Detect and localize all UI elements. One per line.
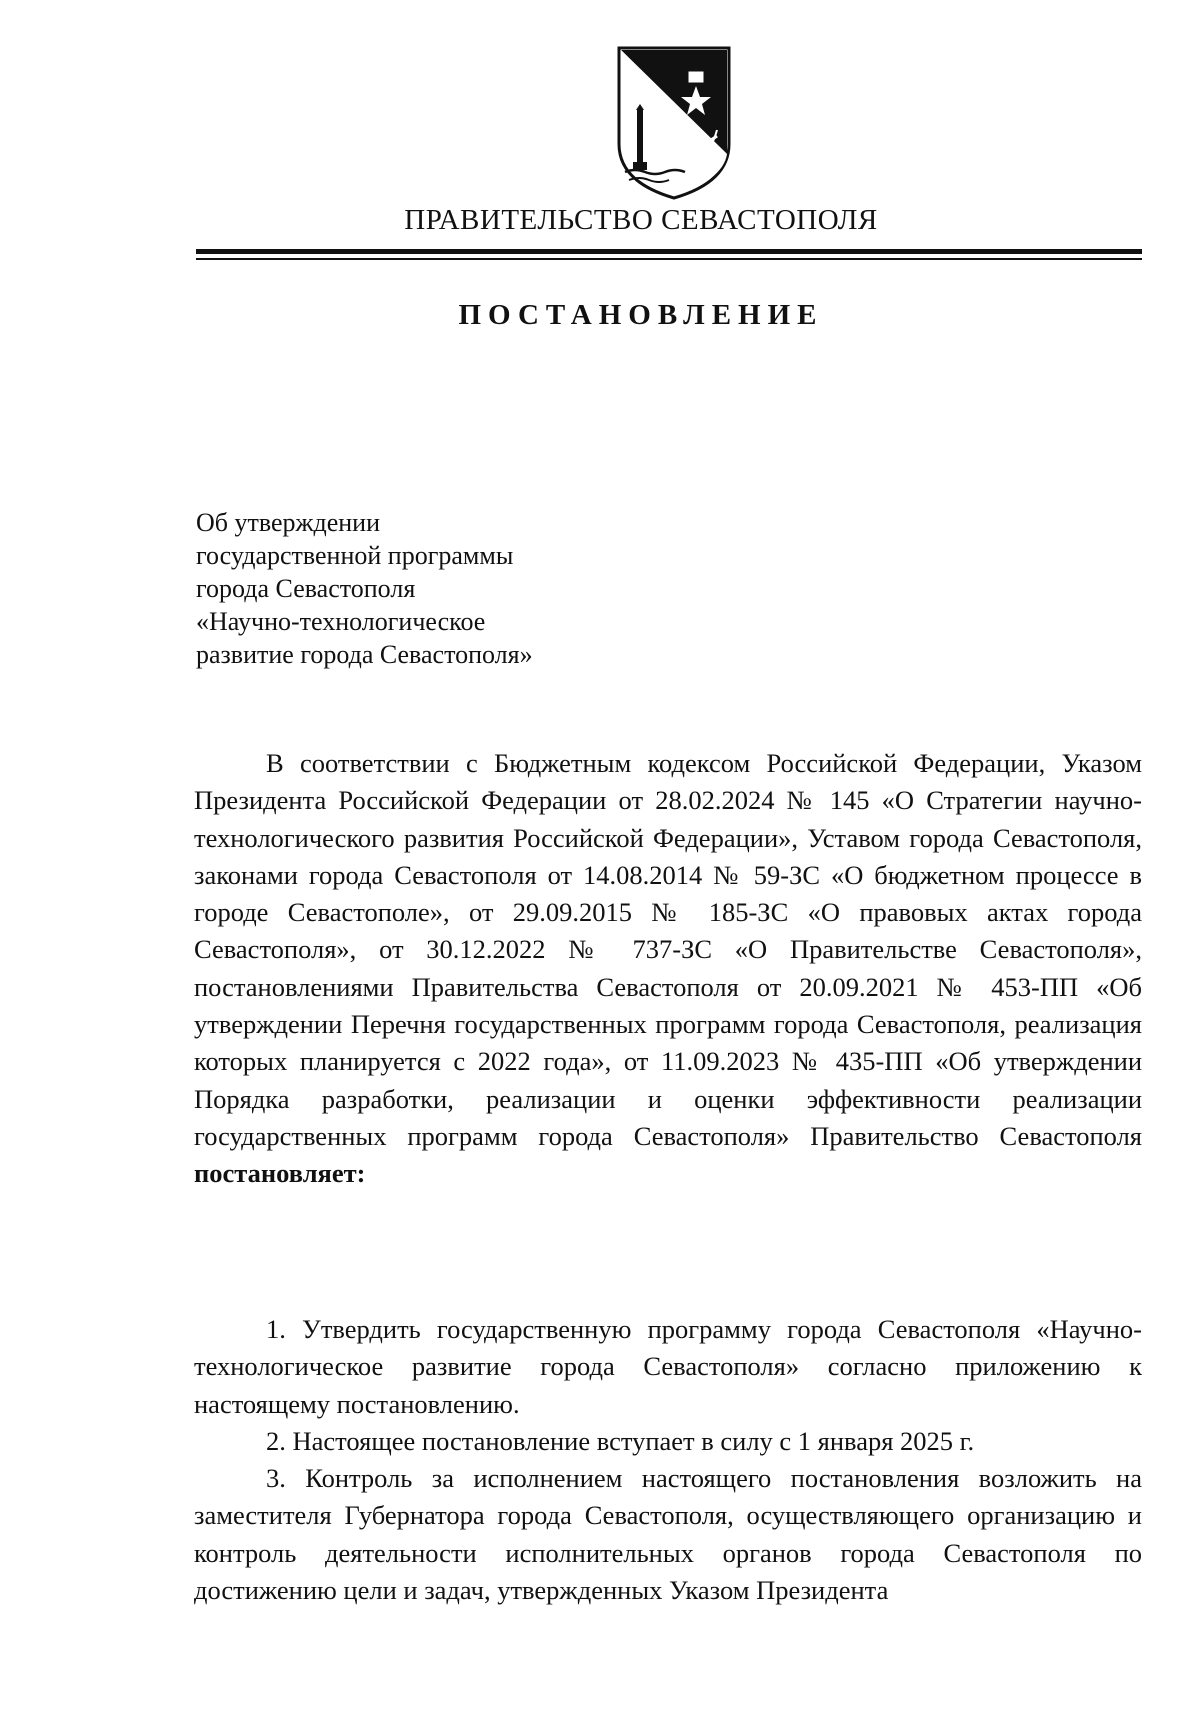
document-title [196, 506, 533, 671]
document-type: ПОСТАНОВЛЕНИЕ [458, 299, 824, 331]
header-rule-thick [196, 249, 1142, 254]
header-rule-thin [196, 258, 1142, 260]
sevastopol-coat-of-arms-icon [611, 44, 737, 202]
title-line: развитие города Севастополя» [196, 640, 533, 669]
title-line: города Севастополя [196, 574, 416, 603]
clause-1: 1. Утвердить государственную программу города Севастополя «Научно-технологическое развитие города Севастополя» согласно приложению к настоящему постановлению. [194, 1314, 1142, 1419]
preamble-closing-word: постановляет: [194, 1158, 366, 1189]
title-line: «Научно-технологическое [196, 607, 486, 636]
preamble-paragraph [194, 745, 1142, 1193]
title-line: государственной программы [196, 541, 514, 570]
preamble [194, 745, 1142, 1193]
preamble-text: В соответствии с Бюджетным кодексом Российской Федерации, Указом Президента Российской Федерации от 28.02.2024 № 145 «О Стратегии научно-технологического развития Российской Федерации», Уставом города Севастополя, законами города Севастополя от 14.08.2014 № 59-ЗС «О бюджетном процессе в городе Севастополе», от 29.09.2015 № 185-ЗС «О правовых актах города Севастополя», от 30.12.2022 № 737-ЗС «О Правительстве Севастополя», постановлениями Правительства Севастополя от 20.09.2021 № 453-ПП «Об утверждении Перечня государственных программ города Севастополя, реализация которых планируется с 2022 года», от 11.09.2023 № 435-ПП «Об утверждении Порядка разработки, реализации и оценки эффективности реализации государственных программ города Севастополя» Правительство Севастополя [194, 748, 1142, 1151]
clause-3: 3. Контроль за исполнением настоящего постановления возложить на заместителя Губернатора города Севастополя, осуществляющего организацию и контроль деятельности исполнительных органов города Севастополя по достижению цели и задач, утвержденных Указом Президента [194, 1463, 1142, 1606]
resolution-clauses [194, 1311, 1142, 1609]
clause-2: 2. Настоящее постановление вступает в силу с 1 января 2025 г. [266, 1425, 975, 1456]
title-line: Об утверждении [196, 508, 381, 537]
organization-name: ПРАВИТЕЛЬСТВО СЕВАСТОПОЛЯ [404, 204, 878, 236]
